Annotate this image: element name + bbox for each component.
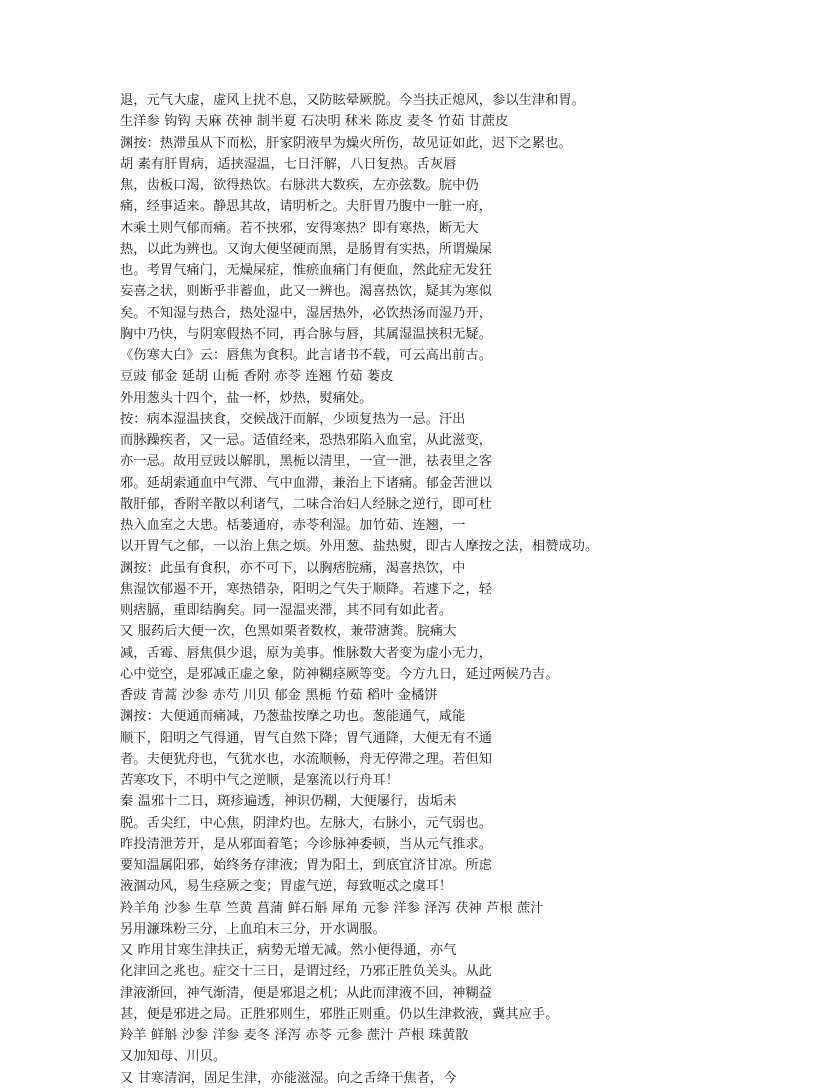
text-line: 脱。舌尖红，中心焦，阴津灼也。左脉大，右脉小，元气弱也。: [120, 815, 493, 831]
text-line: 渊按：大便通而痛减，乃葱盐按摩之功也。葱能通气，咸能: [120, 709, 466, 725]
text-line: 津液渐回，神气渐清，便是邪退之机；从此而津液不回，神糊益: [120, 985, 493, 1001]
text-line: 者。夫便犹舟也，气犹水也，水流顺畅，舟无停滞之理。若但知: [120, 751, 493, 767]
text-line: 减，舌霉、唇焦俱少退，原为美事。惟脉数大者变为虚小无力，: [120, 645, 493, 661]
text-line: 则痞膈，重即结胸矣。同一湿温夹滞，其不同有如此者。: [120, 603, 453, 618]
text-line: 心中觉空，是邪减正虚之象，防神糊痉厥等变。今方九日，延过两候乃吉。: [120, 666, 559, 682]
text-line: 《伤寒大白》云：唇焦为食积。此言诸书不载，可云高出前古。: [120, 348, 493, 363]
text-line: 化津回之兆也。症交十三日，是谓过经，乃邪正胜负关头。从此: [120, 964, 493, 980]
text-line: 另用濂珠粉三分，上血珀末三分，开水调服。: [120, 921, 386, 937]
text-line: 羚羊 鲜斛 沙参 洋参 麦冬 泽泻 赤苓 元参 蔗汁 芦根 珠黄散: [120, 1028, 469, 1043]
text-line: 又 甘寒清润，固足生津，亦能滋湿。向之舌绛干焦者，今: [120, 1070, 457, 1086]
text-line: 按：病本湿温挟食，交候战汗而解，少顷复热为一忌。汗出: [120, 411, 466, 427]
text-line: 又加知母、川贝。: [120, 1049, 227, 1065]
text-line: 要知温属阳邪，始终务存津液；胃为阳土，到底宜济甘凉。所虑: [120, 858, 493, 873]
text-line: 昨投清泄芳开，是从邪面着笔；今诊脉神委顿，当从元气推求。: [120, 836, 493, 852]
text-line: 胸中乃快，与阴寒假热不同，再合脉与唇，其属湿温挟积无疑。: [120, 326, 493, 342]
text-line: 渊按：热滞虽从下而松，肝家阴液早为燥火所伤，故见证如此，迟下之累也。: [120, 135, 572, 151]
text-line: 焦湿饮郁遏不开，寒热错杂，阳明之气失于顺降。若遽下之，轻: [120, 581, 493, 597]
text-line: 也。考胃气痛门，无燥屎症，惟瘀血痛门有便血，然此症无发狂: [120, 263, 493, 278]
text-line: 邪。延胡索通血中气滞、气中血滞，兼治上下诸痛。郁金苦泄以: [120, 475, 493, 491]
text-line: 羚羊角 沙参 生草 竺黄 菖蒲 鲜石斛 犀角 元参 洋参 泽泻 茯神 芦根 蔗汁: [120, 900, 544, 916]
text-line: 豆豉 郁金 延胡 山栀 香附 赤苓 连翘 竹茹 蒌皮: [120, 369, 394, 385]
text-line: 生洋参 钩钩 天麻 茯神 制半夏 石决明 秫米 陈皮 麦冬 竹茹 甘蔗皮: [120, 114, 509, 130]
text-line: 热，以此为辨也。又询大便坚硬而黑，是肠胃有实热，所谓燥屎: [120, 241, 493, 257]
text-line: 痛，经事适来。静思其故，请明析之。夫肝胃乃腹中一脏一府，: [120, 199, 493, 215]
text-line: 亦一忌。故用豆豉以解肌，黑栀以清里，一宣一泄，祛表里之客: [120, 454, 493, 470]
text-line: 香豉 青蒿 沙参 赤芍 川贝 郁金 黑栀 竹茹 稻叶 金橘饼: [120, 688, 438, 703]
text-line: 退，元气大虚，虚风上扰不息，又防眩晕厥脱。今当扶正熄风，参以生津和胃。: [120, 93, 586, 108]
text-line: 秦 温邪十二日，斑疹遍透，神识仍糊，大便屡行，齿垢未: [120, 794, 457, 810]
text-line: 顺下，阳明之气得通，胃气自然下降；胃气通降，大便无有不通: [120, 730, 493, 746]
text-line: 液涸动风，易生痉厥之变；胃虚气逆，每致呃忒之虞耳！: [120, 879, 453, 895]
text-line: 矣。不知湿与热合，热处湿中，湿居热外，必饮热汤而湿乃开，: [120, 305, 493, 321]
text-line: 甚，便是邪进之局。正胜邪则生，邪胜正则重。仍以生津救液，冀其应手。: [120, 1006, 559, 1022]
body-text: [120, 90, 810, 1089]
text-line: 妄喜之状，则断乎非蓄血，此又一辨也。渴喜热饮，疑其为寒似: [120, 284, 493, 300]
text-line: 以开胃气之郁，一以治上焦之烦。外用葱、盐热熨，即古人摩按之法，相赞成功。: [120, 539, 599, 555]
text-line: 又 昨用甘寒生津扶正，病势无增无减。然小便得通，亦气: [120, 943, 457, 958]
text-line: 木乘土则气郁而痛。若不挟邪，安得寒热？即有寒热，断无大: [120, 220, 479, 236]
text-line: 渊按：此虽有食积，亦不可下，以胸痞脘痛，渴喜热饮，中: [120, 560, 466, 576]
text-line: 苦寒攻下，不明中气之逆顺，是塞流以行舟耳！: [120, 773, 400, 788]
text-line: 散肝郁，香附辛散以利诸气，二味合治妇人经脉之逆行，即可杜: [120, 496, 493, 512]
text-line: 而脉躁疾者，又一忌。适值经来，恐热邪陷入血室，从此滋变，: [120, 433, 493, 448]
text-line: 焦，齿板口渴，欲得热饮。右脉洪大数疾，左亦弦数。脘中仍: [120, 178, 479, 193]
text-line: 外用葱头十四个，盐一杯，炒热，熨痛处。: [120, 390, 373, 406]
text-line: 热入血室之大患。栝蒌通府，赤苓利湿。加竹茹、连翘，一: [120, 518, 466, 533]
text-line: 又 服药后大便一次，色黑如栗者数枚，兼带溏粪。脘痛大: [120, 624, 457, 640]
text-line: 胡 素有肝胃病，适挟湿温，七日汗解，八日复热。舌灰唇: [120, 156, 457, 172]
